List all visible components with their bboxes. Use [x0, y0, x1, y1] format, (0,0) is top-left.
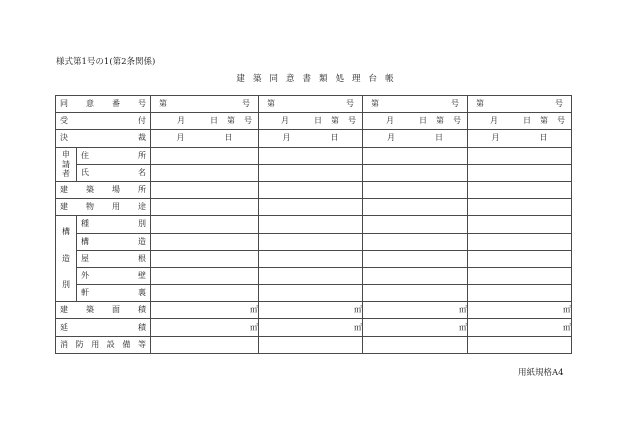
building-area-cell[interactable]	[259, 302, 363, 319]
label-char: 造	[62, 253, 70, 263]
label-char: 設	[106, 339, 115, 349]
fire-equipment-cell[interactable]	[259, 336, 363, 353]
building-area-label	[56, 302, 151, 319]
structure-outer-wall-label	[77, 267, 151, 284]
title-char: 建	[236, 74, 245, 84]
label-char: 者	[62, 168, 70, 178]
structure-roof-cell[interactable]	[468, 250, 572, 267]
label-char: 外	[81, 270, 89, 280]
total-floor-area-cell[interactable]	[363, 319, 468, 336]
label-char: 延	[60, 322, 68, 332]
structure-roof-cell[interactable]	[363, 250, 468, 267]
receipt-cell[interactable]: 月 日 第 号	[259, 113, 363, 130]
label-char: 決	[60, 133, 68, 143]
structure-outer-wall-cell[interactable]	[151, 267, 259, 284]
structure-eaves-cell[interactable]	[151, 285, 259, 302]
structure-roof-label	[77, 250, 151, 267]
applicant-address-label	[77, 147, 151, 164]
applicant-name-cell[interactable]	[363, 164, 468, 181]
label-char: 別	[62, 280, 70, 290]
label-char: 番	[112, 99, 120, 109]
consent-number-cell[interactable]: 第 号	[259, 96, 363, 113]
label-char: 氏	[81, 167, 89, 177]
label-char: 屋	[81, 253, 89, 263]
building-use-cell[interactable]	[363, 199, 468, 216]
label-char: 付	[138, 116, 146, 126]
label-char: 面	[112, 305, 120, 315]
applicant-address-cell[interactable]	[259, 147, 363, 164]
total-floor-area-cell[interactable]	[259, 319, 363, 336]
structure-outer-wall-cell[interactable]	[363, 267, 468, 284]
label-char: 建	[60, 185, 68, 195]
title-char: 理	[352, 74, 361, 84]
structure-outer-wall-row	[56, 267, 572, 284]
label-char: 備	[122, 339, 131, 349]
fire-equipment-label	[56, 336, 151, 353]
label-char: 裁	[138, 133, 146, 143]
label-char: 構	[81, 236, 89, 246]
title-char: 意	[285, 74, 295, 84]
building-area-cell[interactable]	[363, 302, 468, 319]
building-use-row	[56, 199, 572, 216]
building-use-cell[interactable]	[151, 199, 259, 216]
square-meter-unit: ㎡	[354, 305, 362, 315]
structure-frame-cell[interactable]	[468, 233, 572, 250]
label-char: 建	[60, 305, 68, 315]
building-site-cell[interactable]	[468, 181, 572, 198]
decision-cell[interactable]: 月 日	[259, 130, 363, 147]
label-char: 防	[75, 339, 84, 349]
label-char: 所	[138, 185, 146, 195]
label-char: 同	[60, 99, 68, 109]
label-char: 号	[138, 99, 146, 109]
building-area-cell[interactable]	[468, 302, 572, 319]
title-char: 同	[269, 74, 278, 84]
receipt-cell[interactable]: 月 日 第 号	[151, 113, 259, 130]
label-char: 建	[60, 202, 68, 212]
consent-number-row	[56, 96, 572, 113]
square-meter-unit: ㎡	[563, 322, 571, 332]
consent-number-cell[interactable]: 第 号	[363, 96, 468, 113]
structure-type-cell[interactable]	[468, 216, 572, 233]
applicant-address-cell[interactable]	[151, 147, 259, 164]
receipt-label	[56, 113, 151, 130]
structure-eaves-cell[interactable]	[468, 285, 572, 302]
building-use-label	[56, 199, 151, 216]
label-char: 造	[138, 236, 146, 246]
label-char: 裏	[138, 288, 146, 298]
structure-eaves-label	[77, 285, 151, 302]
total-floor-area-cell[interactable]	[151, 319, 259, 336]
title-char: 帳	[385, 74, 394, 84]
building-use-cell[interactable]	[468, 199, 572, 216]
square-meter-unit: ㎡	[459, 305, 467, 315]
structure-type-row	[56, 216, 572, 233]
receipt-row	[56, 113, 572, 130]
receipt-cell[interactable]: 月 日 第 号	[363, 113, 468, 130]
fire-equipment-cell[interactable]	[468, 336, 572, 353]
title-char: 書	[302, 74, 311, 84]
building-site-cell[interactable]	[363, 181, 468, 198]
label-char: 根	[138, 253, 146, 263]
applicant-name-cell[interactable]	[151, 164, 259, 181]
building-use-cell[interactable]	[259, 199, 363, 216]
applicant-address-cell[interactable]	[363, 147, 468, 164]
structure-roof-cell[interactable]	[259, 250, 363, 267]
applicant-address-cell[interactable]	[468, 147, 572, 164]
square-meter-unit: ㎡	[250, 305, 258, 315]
structure-type-cell[interactable]	[363, 216, 468, 233]
label-char: 築	[86, 185, 94, 195]
decision-cell[interactable]: 月 日	[151, 130, 259, 147]
square-meter-unit: ㎡	[354, 322, 362, 332]
building-area-cell[interactable]	[151, 302, 259, 319]
label-char: 用	[91, 339, 100, 349]
register-table	[55, 95, 572, 354]
label-char: 壁	[138, 270, 146, 280]
label-char: 用	[112, 202, 120, 212]
structure-frame-cell[interactable]	[259, 233, 363, 250]
building-site-label	[56, 181, 151, 198]
decision-cell[interactable]: 月 日	[468, 130, 572, 147]
decision-row	[56, 130, 572, 147]
label-char: 築	[86, 305, 94, 315]
label-char: 構	[62, 227, 70, 237]
structure-frame-cell[interactable]	[151, 233, 259, 250]
label-char: 途	[138, 202, 146, 212]
applicant-name-cell[interactable]	[468, 164, 572, 181]
label-char: 住	[81, 150, 89, 160]
label-char: 場	[112, 185, 120, 195]
building-site-row	[56, 181, 572, 198]
form-reference: 様式第1号の1(第2条関係)	[56, 57, 156, 67]
label-char: 名	[138, 167, 146, 177]
building-site-cell[interactable]	[259, 181, 363, 198]
consent-number-cell[interactable]: 第 号	[468, 96, 572, 113]
structure-frame-cell[interactable]	[363, 233, 468, 250]
decision-label	[56, 130, 151, 147]
title-char: 台	[368, 74, 378, 84]
label-char: 軒	[81, 288, 89, 298]
applicant-name-label	[77, 164, 151, 181]
label-char: 種	[81, 219, 89, 229]
label-char: 請	[62, 159, 70, 169]
building-area-row	[56, 302, 572, 319]
label-char: 所	[138, 150, 146, 160]
fire-equipment-row	[56, 336, 572, 353]
label-char: 物	[86, 202, 94, 212]
structure-type-cell[interactable]	[259, 216, 363, 233]
structure-eaves-row	[56, 285, 572, 302]
applicant-name-row	[56, 164, 572, 181]
total-floor-area-row	[56, 319, 572, 336]
structure-roof-cell[interactable]	[151, 250, 259, 267]
decision-cell[interactable]: 月 日	[363, 130, 468, 147]
label-char: 積	[138, 322, 146, 332]
square-meter-unit: ㎡	[250, 322, 258, 332]
label-char: 意	[86, 99, 94, 109]
total-floor-area-label	[56, 319, 151, 336]
label-char: 申	[62, 150, 70, 160]
label-char: 等	[137, 339, 146, 349]
paper-size-note: 用紙規格A4	[518, 368, 564, 378]
label-char: 消	[60, 339, 68, 349]
structure-eaves-cell[interactable]	[259, 285, 363, 302]
fire-equipment-cell[interactable]	[363, 336, 468, 353]
receipt-cell[interactable]: 月 日 第 号	[468, 113, 572, 130]
label-char: 受	[60, 116, 68, 126]
document-title	[0, 72, 630, 84]
building-site-cell[interactable]	[151, 181, 259, 198]
total-floor-area-cell[interactable]	[468, 319, 572, 336]
label-char: 別	[138, 219, 146, 229]
applicant-address-row	[56, 147, 572, 164]
structure-group-label	[56, 216, 77, 302]
applicant-group-label	[56, 147, 77, 181]
structure-outer-wall-cell[interactable]	[468, 267, 572, 284]
structure-frame-row	[56, 233, 572, 250]
applicant-name-cell[interactable]	[259, 164, 363, 181]
structure-type-cell[interactable]	[151, 216, 259, 233]
label-char: 積	[138, 305, 146, 315]
title-char: 類	[319, 74, 328, 84]
fire-equipment-cell[interactable]	[151, 336, 259, 353]
structure-type-label	[77, 216, 151, 233]
structure-outer-wall-cell[interactable]	[259, 267, 363, 284]
consent-number-cell[interactable]: 第 号	[151, 96, 259, 113]
consent-number-label	[56, 96, 151, 113]
square-meter-unit: ㎡	[563, 305, 571, 315]
structure-frame-label	[77, 233, 151, 250]
structure-eaves-cell[interactable]	[363, 285, 468, 302]
title-char: 築	[252, 74, 262, 84]
square-meter-unit: ㎡	[459, 322, 467, 332]
title-char: 処	[335, 74, 345, 84]
structure-roof-row	[56, 250, 572, 267]
